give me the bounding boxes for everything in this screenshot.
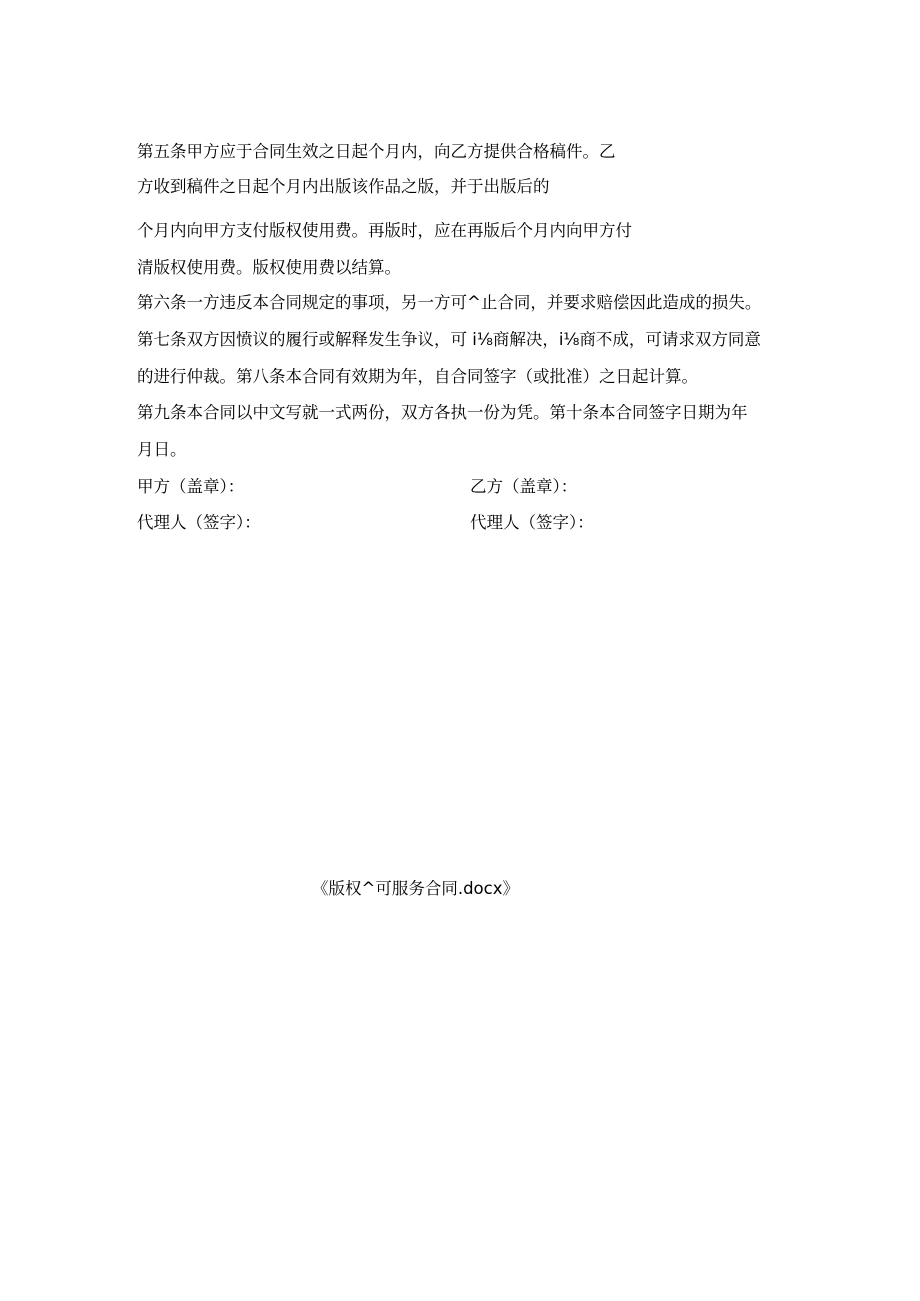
document-filename-footer: 《版权^可服务合同.docx》 bbox=[312, 879, 519, 898]
clause-9-10-line: 第九条本合同以中文写就一式两份，双方各执一份为凭。第十条本合同签字日期为年 bbox=[137, 403, 748, 422]
clause-5-line-3: 个月内向甲方支付版权使用费。再版时，应在再版后个月内向甲方付 bbox=[137, 221, 632, 240]
party-b-agent-label: 代理人（签字）： bbox=[470, 513, 594, 532]
clause-5-line-4: 清版权使用费。版权使用费以结算。 bbox=[137, 258, 401, 277]
party-a-seal-label: 甲方（盖章）： bbox=[137, 477, 245, 496]
party-b-seal-label: 乙方（盖章）： bbox=[470, 477, 578, 496]
clause-5-line-2: 方收到稿件之日起个月内出版该作品之版，并于出版后的 bbox=[137, 177, 550, 196]
clause-6-line: 第六条一方违反本合同规定的事项，另一方可^止合同，并要求赔偿因此造成的损失。 bbox=[137, 293, 762, 312]
clause-5-line-1: 第五条甲方应于合同生效之日起个月内，向乙方提供合格稿件。乙 bbox=[137, 142, 616, 161]
party-a-agent-label: 代理人（签字）： bbox=[137, 513, 261, 532]
clause-7-line-1: 第七条双方因愤议的履行或解释发生争议，可 i⅛商解决，i⅛商不成，可请求双方同意 bbox=[137, 330, 761, 349]
clause-10-line-end: 月日。 bbox=[137, 440, 187, 459]
clause-7-8-line: 的进行仲裁。第八条本合同有效期为年，自合同签字（或批准）之日起计算。 bbox=[137, 367, 698, 386]
